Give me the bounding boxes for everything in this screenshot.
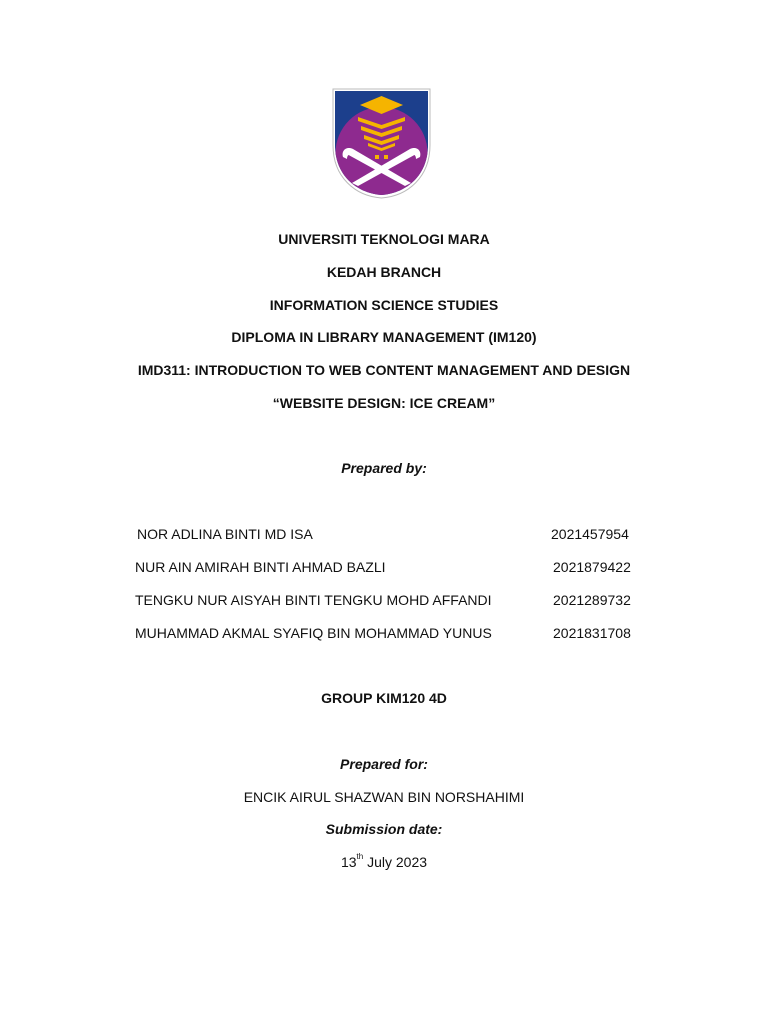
member-id: 2021879422 xyxy=(553,559,631,575)
program-name: DIPLOMA IN LIBRARY MANAGEMENT (IM120) xyxy=(231,329,537,345)
lecturer-name: ENCIK AIRUL SHAZWAN BIN NORSHAHIMI xyxy=(243,789,525,805)
member-name: NUR AIN AMIRAH BINTI AHMAD BAZLI xyxy=(135,559,386,575)
submission-date-label: Submission date: xyxy=(325,821,443,837)
prepared-for-label: Prepared for: xyxy=(340,756,428,772)
submission-day-suffix: th xyxy=(356,852,364,861)
submission-month-year: July 2023 xyxy=(363,854,428,870)
course-name: IMD311: INTRODUCTION TO WEB CONTENT MANAGEMENT AND DESIGN xyxy=(137,362,631,378)
submission-day: 13 xyxy=(340,854,357,870)
member-id: 2021831708 xyxy=(553,625,631,641)
member-name: MUHAMMAD AKMAL SYAFIQ BIN MOHAMMAD YUNUS xyxy=(135,625,492,641)
prepared-by-label: Prepared by: xyxy=(341,460,427,476)
group-name: GROUP KIM120 4D xyxy=(321,690,447,706)
faculty-name: INFORMATION SCIENCE STUDIES xyxy=(269,297,499,313)
submission-date xyxy=(0,853,768,871)
project-title: “WEBSITE DESIGN: ICE CREAM” xyxy=(272,395,496,411)
branch-name: KEDAH BRANCH xyxy=(326,264,442,280)
member-id: 2021289732 xyxy=(553,592,631,608)
member-id: 2021457954 xyxy=(551,526,629,542)
university-name: UNIVERSITI TEKNOLOGI MARA xyxy=(278,231,490,247)
university-crest-icon xyxy=(331,87,432,199)
member-name: NOR ADLINA BINTI MD ISA xyxy=(137,526,313,542)
member-name: TENGKU NUR AISYAH BINTI TENGKU MOHD AFFANDI xyxy=(135,592,492,608)
